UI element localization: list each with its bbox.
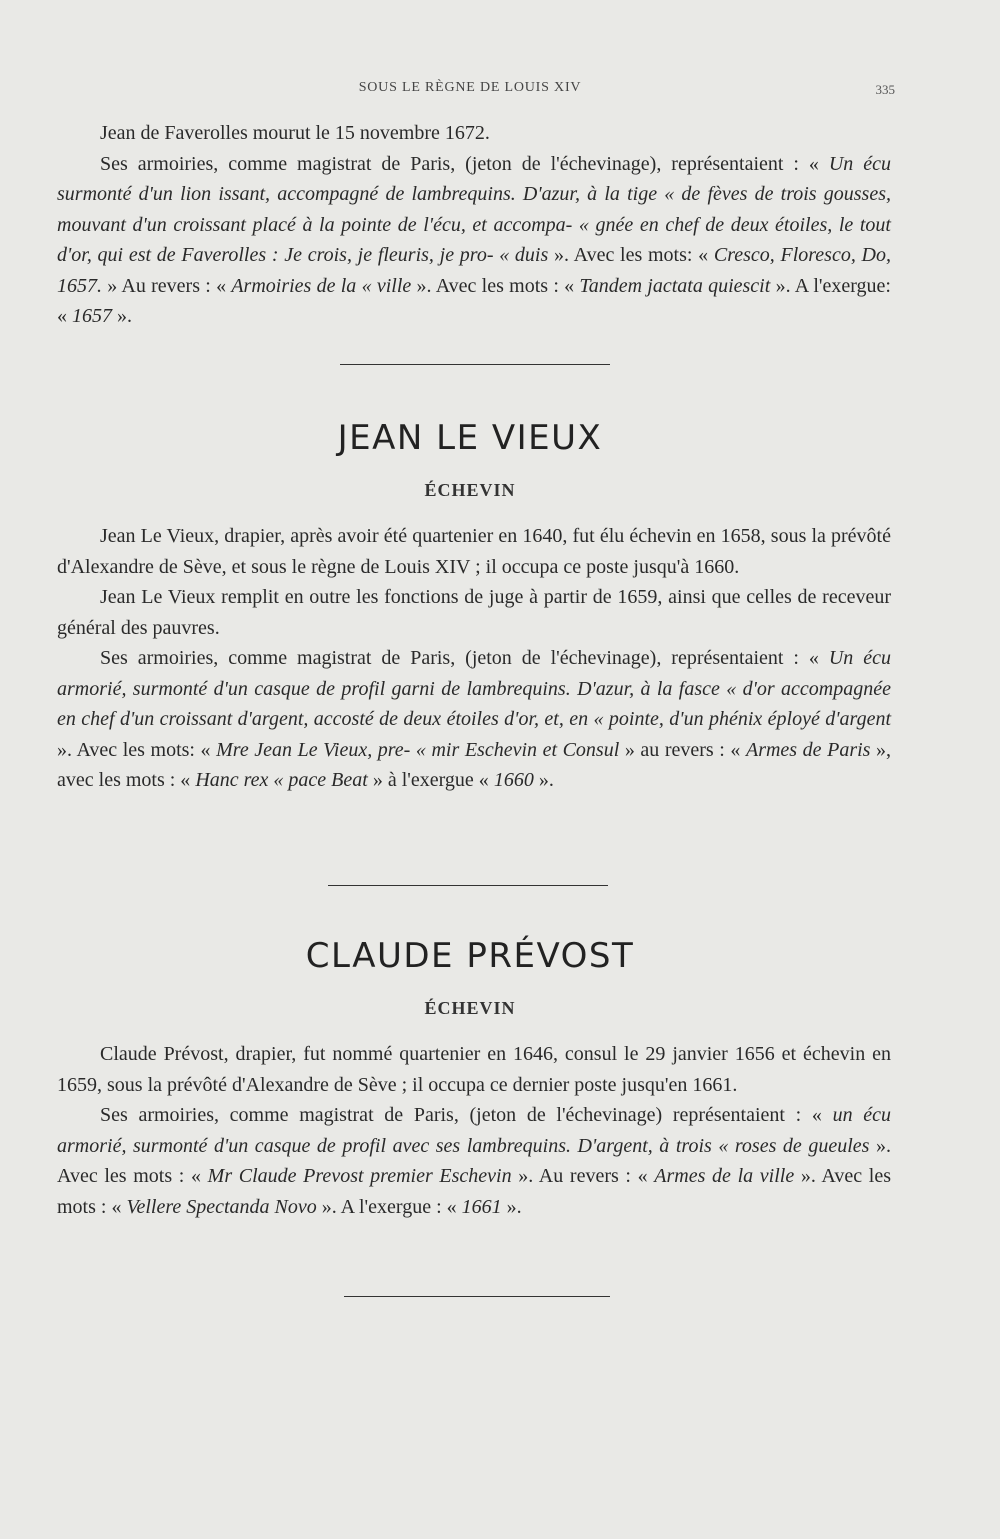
italic-run: un écu armorié, surmonté d'un casque de profil avec ses lambrequins. D'argent, à trois « roses de gueules <box>57 1104 891 1157</box>
italic-run: Un écu surmonté d'un lion issant, accompagné de lambrequins. D'azur, à la tige « de fèves de trois gousses, mouvant d'un croissant placé à la pointe de l'écu, et accompa- « gnée en chef de deux étoiles, le tout d'or, qui est de Faverolles : Je crois, je fleuris, je pro- « duis <box>57 152 892 266</box>
section-divider <box>340 364 610 365</box>
italic-run: Hanc rex « pace Beat <box>195 769 368 791</box>
text-run: ». <box>112 305 132 327</box>
section1-paragraph-1: Jean Le Vieux, drapier, après avoir été quartenier en 1640, fut élu échevin en 1658, sous la prévôté d'Alexandre de Sève, et sous le règne de Louis XIV ; il occupa ce poste jusqu'à 1660. <box>57 525 891 578</box>
text-run: » au revers : « <box>619 738 746 761</box>
text-run: ». Avec les mots : « <box>57 1134 892 1187</box>
italic-run: Vellere Spectanda Novo <box>126 1195 317 1218</box>
section-subtitle: ÉCHEVIN <box>424 998 516 1018</box>
section1-paragraph-2: Jean Le Vieux remplit en outre les fonctions de juge à partir de 1659, ainsi que celles de receveur général des pauvres. <box>57 586 891 639</box>
running-header <box>0 80 1000 102</box>
section-title-jean-le-vieux: JEAN LE VIEUX <box>337 418 603 458</box>
section2-paragraph-2 <box>57 1100 891 1222</box>
text-run: » Au revers : « <box>102 274 232 297</box>
italic-run: Armes de Paris <box>745 738 871 761</box>
text-run: » à l'exergue « <box>367 769 494 791</box>
section-divider <box>328 885 608 886</box>
italic-run: Un écu armorié, surmonté d'un casque de profil garni de lambrequins. D'azur, à la fasce « d'or accompagnée en chef d'un croissant d'argent, accosté de deux étoiles d'or, et, en « pointe, d'un phénix éployé d'argent <box>57 647 892 730</box>
intro-block <box>57 118 891 332</box>
text-run: ». Avec les mots: « <box>548 244 714 266</box>
section1-body <box>57 521 891 796</box>
italic-run: Mr Claude Prevost premier Eschevin <box>207 1165 512 1187</box>
text-run: ». <box>533 769 554 791</box>
text-run: ». <box>501 1195 522 1218</box>
text-run: ». A l'exergue: « <box>57 274 891 327</box>
italic-run: 1657 <box>72 305 112 327</box>
text-run: Ses armoiries, comme magistrat de Paris, (jeton de l'échevinage) représentaient : « <box>100 1104 833 1126</box>
italic-run: Armes de la ville <box>654 1165 795 1187</box>
text-run: ». Avec les mots : « <box>411 274 580 297</box>
section-subtitle: ÉCHEVIN <box>424 480 516 500</box>
text-run: ». Avec les mots: « <box>57 738 217 761</box>
section-title-claude-prevost: CLAUDE PRÉVOST <box>305 936 635 976</box>
section1-paragraph-3 <box>57 643 891 796</box>
section2-body <box>57 1039 891 1222</box>
running-title: SOUS LE RÈGNE DE LOUIS XIV <box>358 80 582 95</box>
intro-paragraph-1: Jean de Faverolles mourut le 15 novembre 1672. <box>100 122 490 144</box>
page-number: 335 <box>875 82 895 97</box>
italic-run: Armoiries de la « ville <box>231 274 412 297</box>
text-run: Ses armoiries, comme magistrat de Paris, (jeton de l'échevinage), représentaient : « <box>100 152 829 175</box>
italic-run: 1661 <box>461 1195 502 1218</box>
text-run: Ses armoiries, comme magistrat de Paris, (jeton de l'échevinage), représentaient : « <box>100 647 829 669</box>
text-run: ». Avec les mots : « <box>57 1165 891 1218</box>
text-run: ». A l'exergue : « <box>316 1195 462 1218</box>
italic-run: Mre Jean Le Vieux, pre- « mir Eschevin et Consul <box>216 738 620 761</box>
italic-run: 1660 <box>493 769 534 791</box>
intro-paragraph-2 <box>57 149 891 332</box>
text-run: ». Au revers : « <box>511 1165 655 1187</box>
section-divider <box>344 1296 610 1297</box>
text-run: », avec les mots : « <box>57 738 892 791</box>
italic-run: Tandem jactata quiescit <box>579 274 771 297</box>
section2-paragraph-1: Claude Prévost, drapier, fut nommé quartenier en 1646, consul le 29 janvier 1656 et échevin en 1659, sous la prévôté d'Alexandre de Sève ; il occupa ce dernier poste jusqu'en 1661. <box>57 1043 891 1096</box>
italic-run: Cresco, Floresco, Do, 1657. <box>57 244 892 297</box>
